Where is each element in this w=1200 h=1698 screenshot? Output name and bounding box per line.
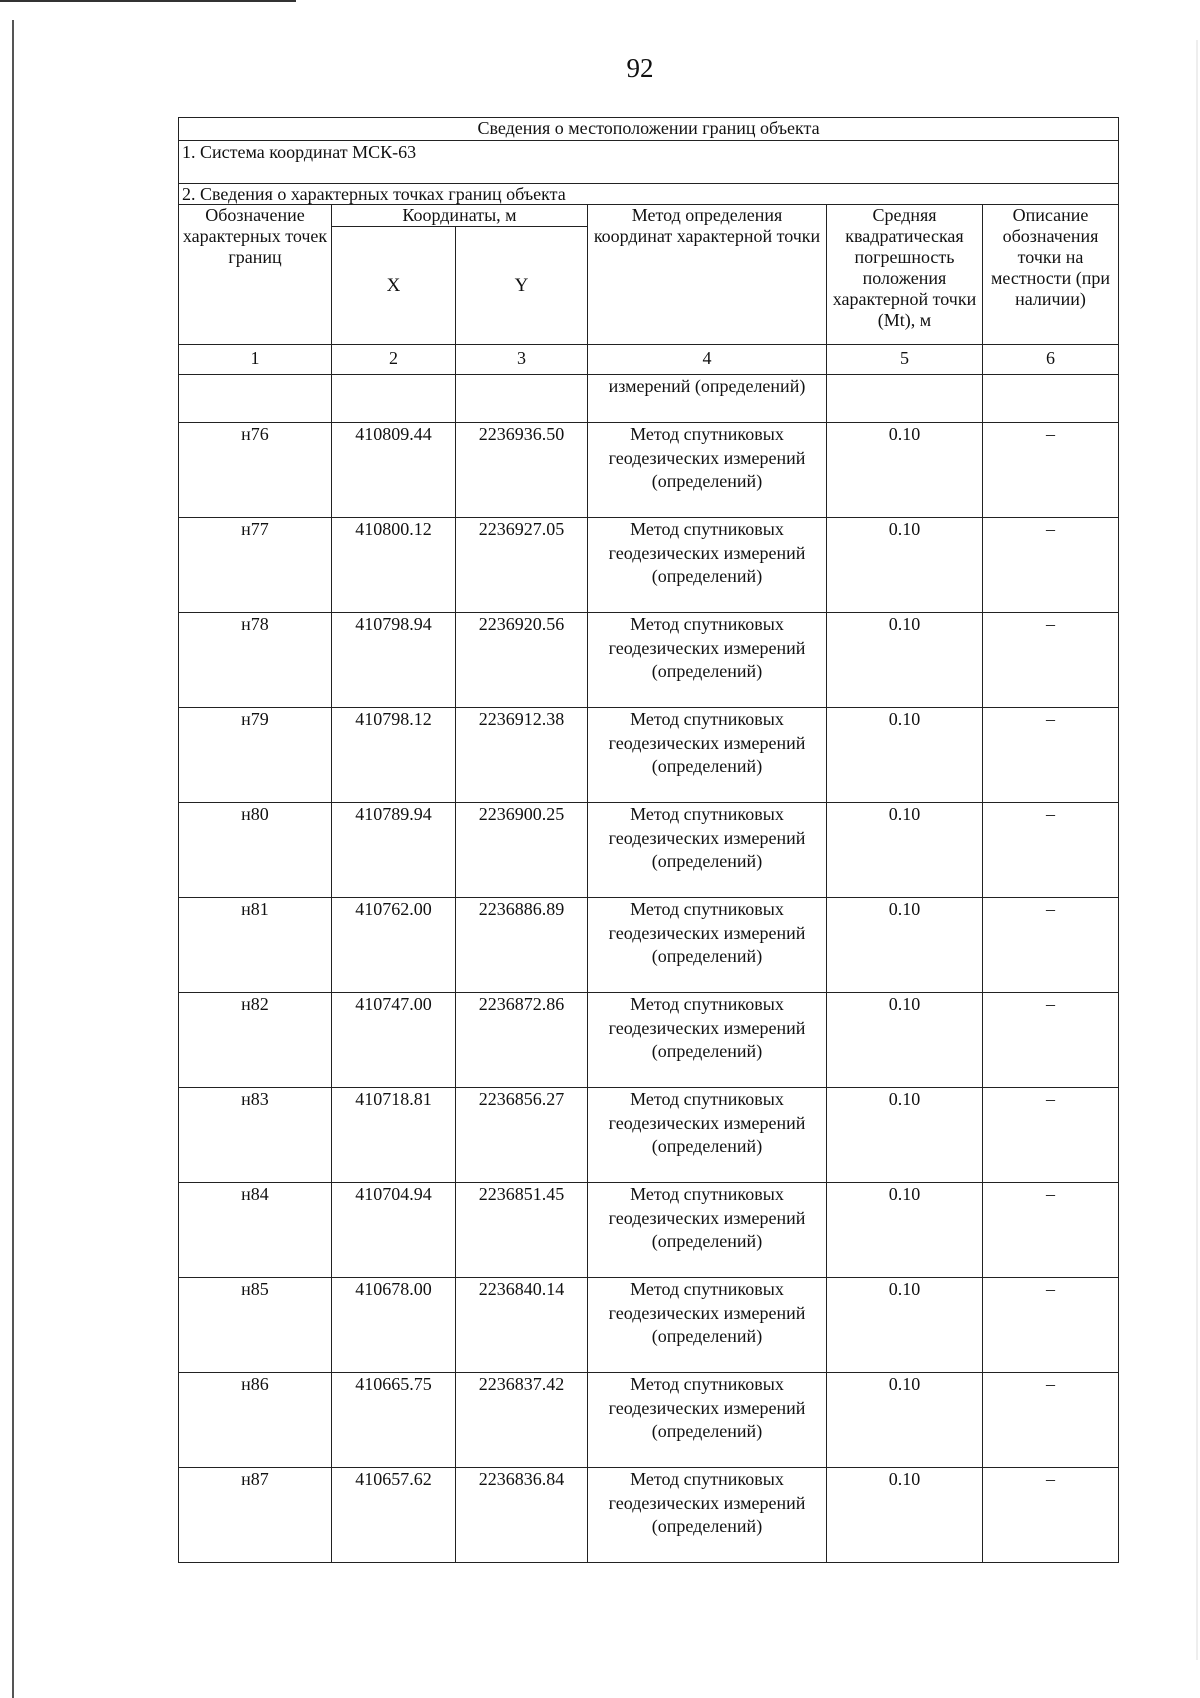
coord-x: 410800.12 [332,518,456,613]
description: – [983,1183,1119,1278]
empty-cell [983,375,1119,423]
description: – [983,708,1119,803]
method: Метод спутниковых геодезических измерений (определений) [588,1468,827,1563]
header-coordinates: Координаты, м [332,205,588,227]
point-name: н80 [179,803,332,898]
empty-cell [456,375,588,423]
coord-y: 2236920.56 [456,613,588,708]
table-row [179,423,1119,518]
coord-y: 2236886.89 [456,898,588,993]
coordinate-system: 1. Система координат МСК-63 [179,141,1119,184]
table-row [179,613,1119,708]
coord-x: 410747.00 [332,993,456,1088]
mean-error: 0.10 [827,803,983,898]
table-title-row [179,118,1119,141]
point-name: н87 [179,1468,332,1563]
coordinate-system-row [179,141,1119,184]
coord-x: 410704.94 [332,1183,456,1278]
method: Метод спутниковых геодезических измерений (определений) [588,803,827,898]
method: Метод спутниковых геодезических измерений (определений) [588,1278,827,1373]
header-x: X [332,227,456,345]
table-row [179,993,1119,1088]
method: Метод спутниковых геодезических измерений (определений) [588,1183,827,1278]
mean-error: 0.10 [827,898,983,993]
mean-error: 0.10 [827,1373,983,1468]
method: Метод спутниковых геодезических измерений (определений) [588,518,827,613]
coord-y: 2236927.05 [456,518,588,613]
description: – [983,1468,1119,1563]
description: – [983,803,1119,898]
table-row [179,708,1119,803]
table-row [179,803,1119,898]
method: Метод спутниковых геодезических измерений (определений) [588,708,827,803]
description: – [983,518,1119,613]
table-row [179,1183,1119,1278]
header-mean-error: Средняя квадратическая погрешность положения характерной точки (Mt), м [827,205,983,345]
description: – [983,993,1119,1088]
description: – [983,1278,1119,1373]
header-point-designation: Обозначение характерных точек границ [179,205,332,345]
coord-y: 2236912.38 [456,708,588,803]
method: Метод спутниковых геодезических измерений (определений) [588,898,827,993]
coord-x: 410762.00 [332,898,456,993]
table-row [179,1088,1119,1183]
right-margin-mark [1196,40,1198,1660]
coord-y: 2236900.25 [456,803,588,898]
header-row-1 [179,205,1119,227]
mean-error: 0.10 [827,708,983,803]
method: Метод спутниковых геодезических измерений (определений) [588,993,827,1088]
top-rule [0,0,296,2]
empty-cell [332,375,456,423]
description: – [983,1088,1119,1183]
point-name: н84 [179,1183,332,1278]
description: – [983,423,1119,518]
point-name: н76 [179,423,332,518]
method: Метод спутниковых геодезических измерений (определений) [588,1373,827,1468]
description: – [983,898,1119,993]
continued-row [179,375,1119,423]
coord-y: 2236872.86 [456,993,588,1088]
section-title-row [179,184,1119,205]
mean-error: 0.10 [827,1278,983,1373]
section-title: 2. Сведения о характерных точках границ объекта [179,184,1119,205]
coord-x: 410665.75 [332,1373,456,1468]
coord-y: 2236851.45 [456,1183,588,1278]
table-row [179,1278,1119,1373]
method: Метод спутниковых геодезических измерений (определений) [588,613,827,708]
coord-x: 410678.00 [332,1278,456,1373]
mean-error: 0.10 [827,518,983,613]
point-name: н78 [179,613,332,708]
method: Метод спутниковых геодезических измерений (определений) [588,1088,827,1183]
coord-x: 410809.44 [332,423,456,518]
header-method: Метод определения координат характерной точки [588,205,827,345]
mean-error: 0.10 [827,993,983,1088]
header-description: Описание обозначения точки на местности (при наличии) [983,205,1119,345]
method: Метод спутниковых геодезических измерений (определений) [588,423,827,518]
left-margin-rule [12,20,14,1698]
mean-error: 0.10 [827,1088,983,1183]
coord-x: 410798.94 [332,613,456,708]
mean-error: 0.10 [827,423,983,518]
column-number: 5 [827,345,983,375]
coord-y: 2236840.14 [456,1278,588,1373]
table-row [179,1373,1119,1468]
coord-x: 410657.62 [332,1468,456,1563]
continued-method: измерений (определений) [588,375,827,423]
point-name: н77 [179,518,332,613]
coord-x: 410789.94 [332,803,456,898]
table-row [179,518,1119,613]
column-number: 6 [983,345,1119,375]
description: – [983,1373,1119,1468]
empty-cell [827,375,983,423]
column-number-row [179,345,1119,375]
coord-x: 410798.12 [332,708,456,803]
coord-y: 2236837.42 [456,1373,588,1468]
point-name: н81 [179,898,332,993]
coord-y: 2236836.84 [456,1468,588,1563]
column-number: 2 [332,345,456,375]
column-number: 1 [179,345,332,375]
column-number: 3 [456,345,588,375]
header-y: Y [456,227,588,345]
column-number: 4 [588,345,827,375]
page-number: 92 [626,53,654,83]
table-row [179,1468,1119,1563]
empty-cell [179,375,332,423]
point-name: н86 [179,1373,332,1468]
mean-error: 0.10 [827,1183,983,1278]
table-row [179,898,1119,993]
description: – [983,613,1119,708]
mean-error: 0.10 [827,613,983,708]
point-name: н82 [179,993,332,1088]
point-name: н85 [179,1278,332,1373]
table-title: Сведения о местоположении границ объекта [179,118,1119,141]
point-name: н79 [179,708,332,803]
coord-y: 2236856.27 [456,1088,588,1183]
mean-error: 0.10 [827,1468,983,1563]
coord-x: 410718.81 [332,1088,456,1183]
coord-y: 2236936.50 [456,423,588,518]
point-name: н83 [179,1088,332,1183]
boundary-points-table [178,117,1119,1563]
